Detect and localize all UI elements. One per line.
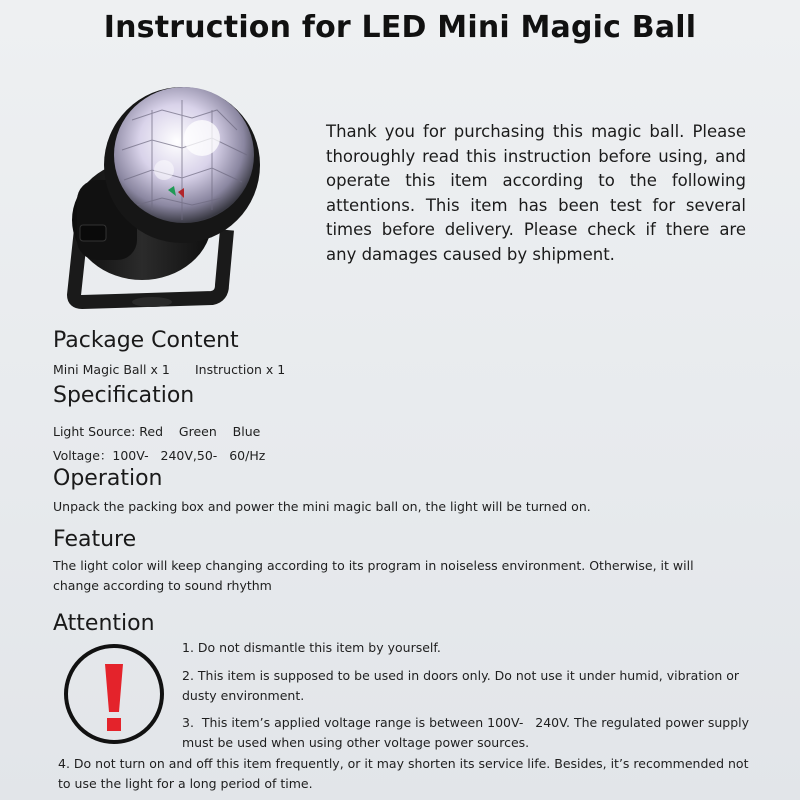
operation-heading: Operation xyxy=(53,466,163,491)
spec-voltage: Voltage：100V- 240V,50- 60/Hz xyxy=(53,448,266,463)
package-item-ball: Mini Magic Ball x 1 xyxy=(53,362,170,377)
attention-item-1: 1. Do not dismantle this item by yourself. xyxy=(182,640,441,655)
feature-heading: Feature xyxy=(53,527,137,552)
attention-heading: Attention xyxy=(53,611,155,636)
attention-item-4: 4. Do not turn on and off this item frequently, or it may shorten its service life. Besides, it’s recommended not to use the light for a long period of time. xyxy=(58,756,749,791)
feature-text: The light color will keep changing according to its program in noiseless environment. Otherwise, it will change according to sound rhythm xyxy=(53,558,694,593)
specification-heading: Specification xyxy=(53,383,195,408)
spec-light-source: Light Source: Red Green Blue xyxy=(53,424,261,439)
page-title: Instruction for LED Mini Magic Ball xyxy=(103,10,697,45)
product-image xyxy=(52,70,282,310)
operation-text: Unpack the packing box and power the mini magic ball on, the light will be turned on. xyxy=(53,499,591,514)
attention-item-2: 2. This item is supposed to be used in doors only. Do not use it under humid, vibration or dusty environment. xyxy=(182,668,740,703)
attention-item-3: 3. This item’s applied voltage range is between 100V- 240V. The regulated power supply must be used when using other voltage power sources. xyxy=(182,715,754,750)
package-content-heading: Package Content xyxy=(53,328,239,353)
intro-paragraph: Thank you for purchasing this magic ball. Please thoroughly read this instruction before using, and operate this item according to the following attentions. This item has been test for several times before delivery. Please check if there are any damages caused by shipment. xyxy=(326,122,746,264)
package-item-instruction: Instruction x 1 xyxy=(195,362,286,377)
warning-icon xyxy=(62,642,166,746)
